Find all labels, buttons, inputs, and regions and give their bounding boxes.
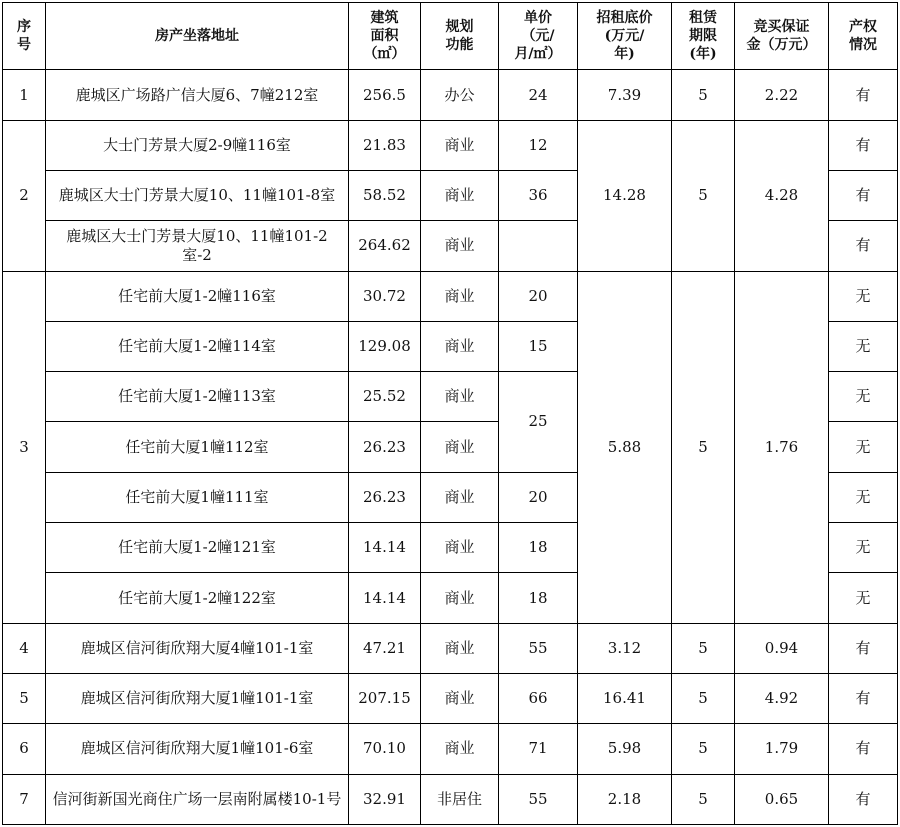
unit-price-cell: 55 bbox=[499, 774, 578, 824]
unit-price-cell: 55 bbox=[499, 623, 578, 673]
header-title: 产权 情况 bbox=[829, 3, 898, 70]
area-cell: 207.15 bbox=[349, 673, 421, 723]
address-cell: 鹿城区信河街欣翔大厦4幢101-1室 bbox=[46, 623, 349, 673]
header-deposit: 竞买保证 金（万元） bbox=[735, 3, 829, 70]
address-cell: 大士门芳景大厦2-9幢116室 bbox=[46, 120, 349, 170]
lease-term-cell: 5 bbox=[672, 623, 735, 673]
area-cell: 129.08 bbox=[349, 321, 421, 371]
deposit-cell: 2.22 bbox=[735, 70, 829, 120]
title-cell: 有 bbox=[829, 70, 898, 120]
table-row bbox=[3, 774, 898, 824]
function-cell: 商业 bbox=[421, 171, 499, 221]
title-cell: 无 bbox=[829, 422, 898, 472]
address-cell: 任宅前大厦1-2幢122室 bbox=[46, 573, 349, 623]
header-unit-price: 单价 （元/ 月/㎡） bbox=[499, 3, 578, 70]
lease-term-cell: 5 bbox=[672, 673, 735, 723]
address-cell: 任宅前大厦1-2幢116室 bbox=[46, 271, 349, 321]
function-cell: 办公 bbox=[421, 70, 499, 120]
lease-term-cell: 5 bbox=[672, 774, 735, 824]
unit-price-cell: 18 bbox=[499, 523, 578, 573]
function-cell: 商业 bbox=[421, 221, 499, 271]
unit-price-cell: 20 bbox=[499, 472, 578, 522]
title-cell: 有 bbox=[829, 623, 898, 673]
title-cell: 无 bbox=[829, 523, 898, 573]
title-cell: 无 bbox=[829, 372, 898, 422]
seq-cell: 5 bbox=[3, 673, 46, 723]
area-cell: 26.23 bbox=[349, 422, 421, 472]
function-cell: 商业 bbox=[421, 523, 499, 573]
area-cell: 26.23 bbox=[349, 472, 421, 522]
area-cell: 256.5 bbox=[349, 70, 421, 120]
address-cell: 鹿城区广场路广信大厦6、7幢212室 bbox=[46, 70, 349, 120]
unit-price-cell: 18 bbox=[499, 573, 578, 623]
function-cell: 商业 bbox=[421, 724, 499, 774]
base-rent-cell: 16.41 bbox=[578, 673, 672, 723]
area-cell: 14.14 bbox=[349, 523, 421, 573]
area-cell: 58.52 bbox=[349, 171, 421, 221]
table-header-row bbox=[3, 3, 898, 70]
table-row bbox=[3, 724, 898, 774]
table-row bbox=[3, 673, 898, 723]
deposit-cell: 4.92 bbox=[735, 673, 829, 723]
unit-price-cell: 20 bbox=[499, 271, 578, 321]
title-cell: 有 bbox=[829, 724, 898, 774]
lease-term-cell: 5 bbox=[672, 70, 735, 120]
header-lease-term: 租赁 期限 (年) bbox=[672, 3, 735, 70]
title-cell: 有 bbox=[829, 673, 898, 723]
area-cell: 47.21 bbox=[349, 623, 421, 673]
function-cell: 非居住 bbox=[421, 774, 499, 824]
unit-price-cell: 66 bbox=[499, 673, 578, 723]
address-cell: 鹿城区大士门芳景大厦10、11幢101-8室 bbox=[46, 171, 349, 221]
unit-price-cell: 15 bbox=[499, 321, 578, 371]
title-cell: 有 bbox=[829, 221, 898, 271]
base-rent-cell: 2.18 bbox=[578, 774, 672, 824]
address-cell: 任宅前大厦1幢112室 bbox=[46, 422, 349, 472]
header-base-rent: 招租底价 (万元/ 年) bbox=[578, 3, 672, 70]
function-cell: 商业 bbox=[421, 623, 499, 673]
header-seq: 序 号 bbox=[3, 3, 46, 70]
title-cell: 无 bbox=[829, 573, 898, 623]
area-cell: 264.62 bbox=[349, 221, 421, 271]
header-address: 房产坐落地址 bbox=[46, 3, 349, 70]
table-row bbox=[3, 271, 898, 321]
deposit-cell: 1.79 bbox=[735, 724, 829, 774]
unit-price-cell: 12 bbox=[499, 120, 578, 170]
unit-price-cell: 36 bbox=[499, 171, 578, 221]
unit-price-cell: 71 bbox=[499, 724, 578, 774]
address-cell: 鹿城区大士门芳景大厦10、11幢101-2室-2 bbox=[46, 221, 349, 271]
base-rent-cell: 14.28 bbox=[578, 120, 672, 271]
function-cell: 商业 bbox=[421, 573, 499, 623]
address-cell: 任宅前大厦1-2幢121室 bbox=[46, 523, 349, 573]
title-cell: 无 bbox=[829, 472, 898, 522]
address-cell: 鹿城区信河街欣翔大厦1幢101-6室 bbox=[46, 724, 349, 774]
function-cell: 商业 bbox=[421, 321, 499, 371]
deposit-cell: 0.65 bbox=[735, 774, 829, 824]
rental-property-table bbox=[2, 2, 898, 825]
area-cell: 70.10 bbox=[349, 724, 421, 774]
base-rent-cell: 5.98 bbox=[578, 724, 672, 774]
base-rent-cell: 7.39 bbox=[578, 70, 672, 120]
table-row bbox=[3, 70, 898, 120]
address-cell: 任宅前大厦1幢111室 bbox=[46, 472, 349, 522]
function-cell: 商业 bbox=[421, 673, 499, 723]
address-cell: 鹿城区信河街欣翔大厦1幢101-1室 bbox=[46, 673, 349, 723]
title-cell: 有 bbox=[829, 774, 898, 824]
title-cell: 有 bbox=[829, 171, 898, 221]
function-cell: 商业 bbox=[421, 422, 499, 472]
title-cell: 有 bbox=[829, 120, 898, 170]
deposit-cell: 4.28 bbox=[735, 120, 829, 271]
base-rent-cell: 5.88 bbox=[578, 271, 672, 623]
lease-term-cell: 5 bbox=[672, 724, 735, 774]
function-cell: 商业 bbox=[421, 472, 499, 522]
unit-price-cell bbox=[499, 221, 578, 271]
area-cell: 21.83 bbox=[349, 120, 421, 170]
function-cell: 商业 bbox=[421, 271, 499, 321]
area-cell: 14.14 bbox=[349, 573, 421, 623]
area-cell: 25.52 bbox=[349, 372, 421, 422]
seq-cell: 7 bbox=[3, 774, 46, 824]
seq-cell: 6 bbox=[3, 724, 46, 774]
address-cell: 信河街新国光商住广场一层南附属楼10-1号 bbox=[46, 774, 349, 824]
seq-cell: 4 bbox=[3, 623, 46, 673]
area-cell: 30.72 bbox=[349, 271, 421, 321]
seq-cell: 2 bbox=[3, 120, 46, 271]
lease-term-cell: 5 bbox=[672, 271, 735, 623]
unit-price-cell: 25 bbox=[499, 372, 578, 473]
base-rent-cell: 3.12 bbox=[578, 623, 672, 673]
title-cell: 无 bbox=[829, 321, 898, 371]
title-cell: 无 bbox=[829, 271, 898, 321]
deposit-cell: 0.94 bbox=[735, 623, 829, 673]
header-area: 建筑 面积 （㎡） bbox=[349, 3, 421, 70]
unit-price-cell: 24 bbox=[499, 70, 578, 120]
header-function: 规划 功能 bbox=[421, 3, 499, 70]
lease-term-cell: 5 bbox=[672, 120, 735, 271]
seq-cell: 1 bbox=[3, 70, 46, 120]
seq-cell: 3 bbox=[3, 271, 46, 623]
table-row bbox=[3, 623, 898, 673]
address-cell: 任宅前大厦1-2幢113室 bbox=[46, 372, 349, 422]
function-cell: 商业 bbox=[421, 372, 499, 422]
table-row bbox=[3, 120, 898, 170]
area-cell: 32.91 bbox=[349, 774, 421, 824]
deposit-cell: 1.76 bbox=[735, 271, 829, 623]
address-cell: 任宅前大厦1-2幢114室 bbox=[46, 321, 349, 371]
function-cell: 商业 bbox=[421, 120, 499, 170]
